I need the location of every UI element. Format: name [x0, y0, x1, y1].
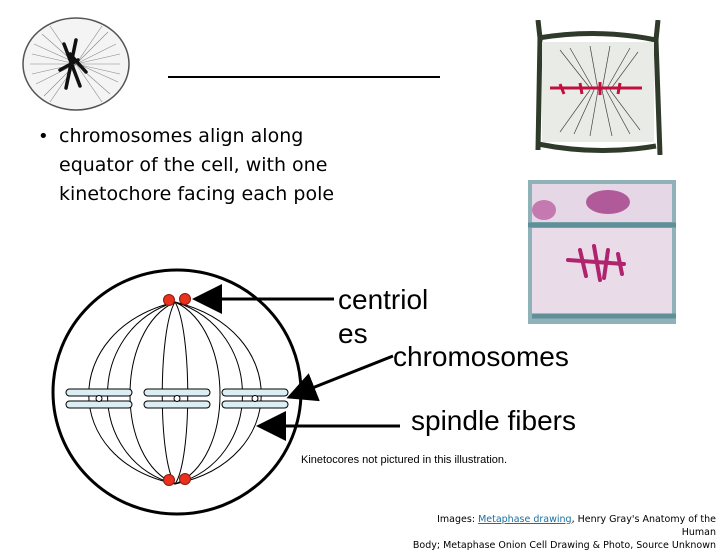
- chromosomes-label: chromosomes: [393, 341, 569, 372]
- bullet-line-3: kinetochore facing each pole: [59, 183, 335, 205]
- chromosomes: [66, 389, 288, 408]
- bullet-dot: •: [38, 126, 49, 147]
- image-credits: [400, 513, 716, 552]
- title-blank-line: [168, 76, 440, 78]
- cell-outline: [53, 270, 301, 514]
- metaphase-drawing-link[interactable]: Metaphase drawing: [478, 514, 572, 525]
- credits-prefix: Images:: [437, 514, 479, 525]
- chromosomes-arrow: [292, 356, 393, 396]
- bullet-line-2: equator of the cell, with one: [59, 154, 328, 176]
- kinetochore-note: Kinetocores not pictured in this illustration.: [301, 454, 508, 466]
- centrioles-label-line-1: centriol: [338, 284, 429, 315]
- spindle-fibers-label: spindle fibers: [411, 405, 576, 436]
- metaphase-micrograph: [20, 14, 132, 114]
- spindle-fibers: [89, 302, 262, 484]
- centrioles: [164, 294, 191, 486]
- bullet-line-1: chromosomes align along: [59, 125, 304, 147]
- onion-cell-photo: [528, 180, 676, 324]
- centrioles-label-line-2: es: [338, 318, 368, 349]
- credits-line1-rest: , Henry Gray's Anatomy of the Human: [571, 514, 716, 538]
- onion-cell-drawing: [530, 20, 670, 155]
- bullet-point: [38, 122, 398, 209]
- credits-line2: Body; Metaphase Onion Cell Drawing & Photo, Source Unknown: [412, 540, 716, 551]
